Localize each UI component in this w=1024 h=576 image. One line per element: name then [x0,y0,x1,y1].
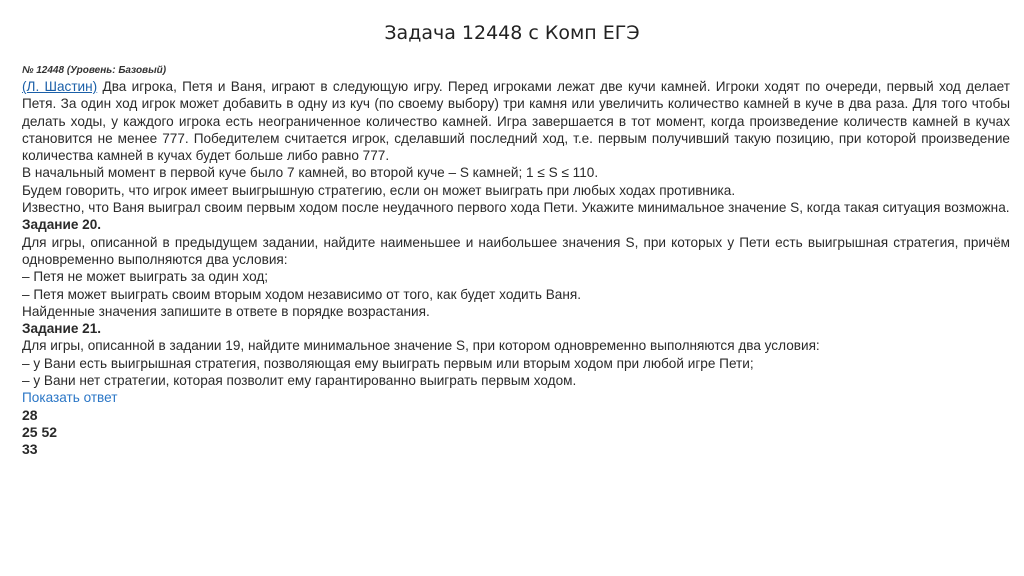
slide-title: Задача 12448 с Комп ЕГЭ [384,22,640,44]
task21-condition-1: – у Вани есть выигрышная стратегия, позволяющая ему выиграть первым или вторым ходом при любой игре Пети; [22,355,754,371]
task20-text: Для игры, описанной в предыдущем задании, найдите наименьшее и наибольшее значения S, при которых у Пети есть выигрышная стратегия, причём одновременно выполняются два условия: [22,234,1010,267]
task21-condition-2: – у Вани нет стратегии, которая позволит ему гарантированно выиграть первым ходом. [22,373,577,389]
task20-condition-2: – Петя может выиграть своим вторым ходом независимо от того, как будет ходить Ваня. [22,286,581,302]
problem-text-4: Известно, что Ваня выиграл своим первым ходом после неудачного первого хода Пети. Укажите минимальное значение S, когда такая ситуация возможна. [22,200,1010,216]
task20-note: Найденные значения запишите в ответе в порядке возрастания. [22,303,430,319]
problem-text-1: Два игрока, Петя и Ваня, играют в следующую игру. Перед игроками лежат две кучи камней. Игроки ходят по очереди, первый ход делает Петя. За один ход игрок может добавить в одну из куч (по своему выбору) три камня или увеличить количество камней в куче в два раза. Для того чтобы делать ходы, у каждого игрока есть неограниченное количество камней. Игра завершается в тот момент, когда произведение количеств камней в кучах становится не менее 777. Победителем считается игрок, сделавший последний ход, т.е. первым получивший такую позицию, при которой произведение количества камней в кучах будет больше либо равно 777. [22,79,1011,164]
task21-heading: Задание 21. [22,321,102,337]
problem-text-3: Будем говорить, что игрок имеет выигрышную стратегию, если он может выиграть при любых ходах противника. [22,182,736,198]
problem-intro [22,78,1010,164]
task20-condition-1: – Петя не может выиграть за один ход; [22,269,269,285]
problem-meta: № 12448 (Уровень: Базовый) [22,65,167,76]
problem-text-2: В начальный момент в первой куче было 7 камней, во второй куче – S камней; 1 ≤ S ≤ 110. [22,165,599,181]
problem-content [22,64,1010,458]
answer-21: 33 [22,440,38,457]
answer-20: 25 52 [22,423,58,440]
answer-19: 28 [22,406,38,423]
show-answer-link[interactable]: Показать ответ [22,390,118,406]
author-link[interactable]: (Л. Шастин) [22,79,98,94]
task20-heading: Задание 20. [22,217,102,233]
task21-text: Для игры, описанной в задании 19, найдите минимальное значение S, при котором одновременно выполняются два условия: [22,338,820,354]
